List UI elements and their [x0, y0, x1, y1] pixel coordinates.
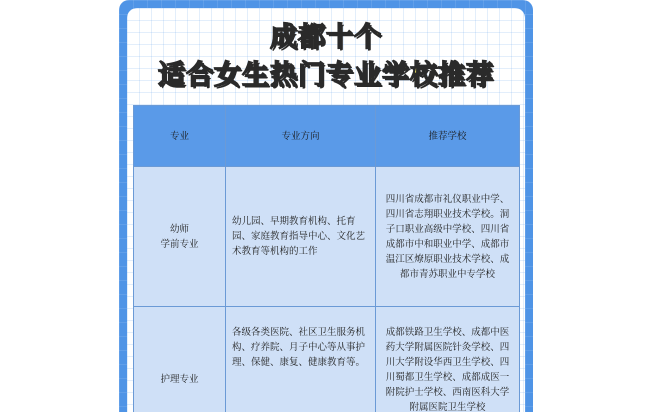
- header-direction: 专业方向: [226, 106, 376, 167]
- table-header-row: [134, 106, 520, 167]
- major-name: 幼师: [169, 223, 189, 235]
- recommendation-table: [133, 105, 520, 412]
- poster-title-line1: 成都十个: [270, 22, 382, 53]
- direction-cell: 幼儿园、早期教育机构、托育园、家庭教育指导中心、文化艺术教育等机构的工作: [226, 167, 376, 307]
- schools-cell: 四川省成都市礼仪职业中学、四川省志翔职业技术学校。洞子口职业高级中学校、四川省成都市中和职业中学、成都市温江区燎原职业技术学校、成都市青苏职业中专学校: [376, 167, 520, 307]
- direction-cell: 各级各类医院、社区卫生服务机构、疗养院、月子中心等从事护理、保健、康复、健康教育等。: [226, 307, 376, 412]
- poster-inner-panel: [127, 8, 525, 412]
- table-row: [134, 307, 520, 412]
- major-name: 护理专业: [160, 373, 199, 385]
- major-cell: [134, 167, 226, 307]
- poster-title-line2: 适合女生热门专业学校推荐: [158, 60, 494, 91]
- major-name-sub: 学前专业: [160, 238, 199, 250]
- header-major: 专业: [134, 106, 226, 167]
- table-row: [134, 167, 520, 307]
- poster-card: [119, 0, 533, 412]
- schools-cell: 成都铁路卫生学校、成都中医药大学附属医院针灸学校、四川大学附设华西卫生学校、四川蜀都卫生学校、成都成医一附院护士学校、西南医科大学附属医院卫生学校: [376, 307, 520, 412]
- header-schools: 推荐学校: [376, 106, 520, 167]
- major-cell: [134, 307, 226, 412]
